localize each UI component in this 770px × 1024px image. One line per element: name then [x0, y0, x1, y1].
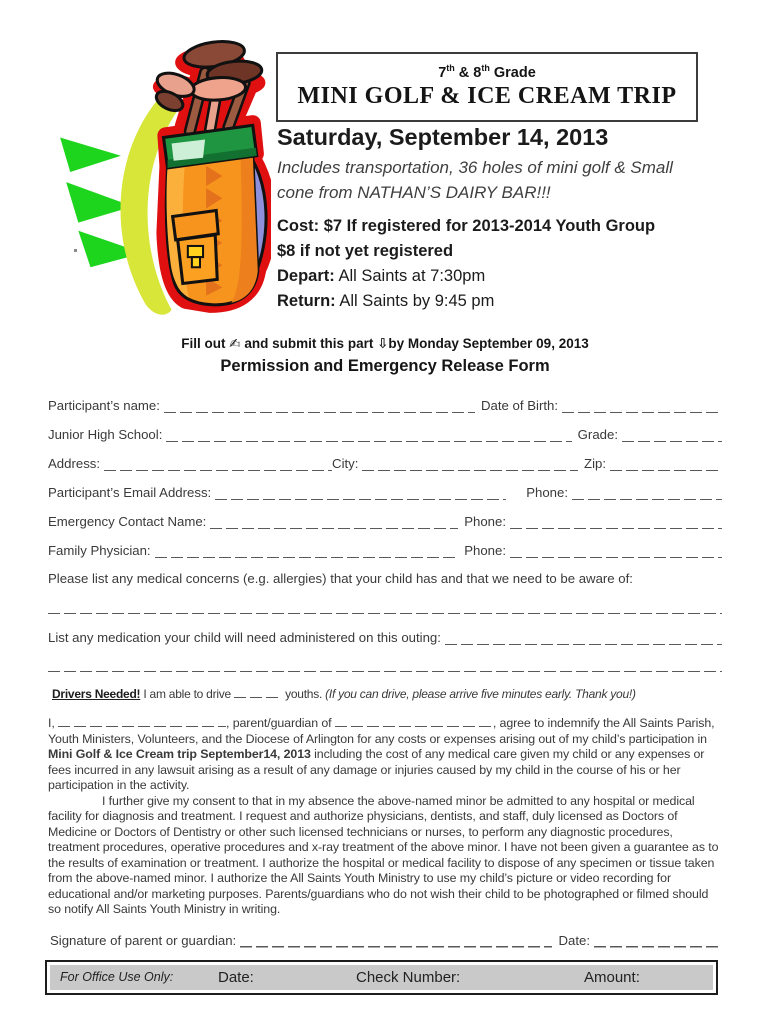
row-emergency-contact — [48, 513, 722, 529]
office-check-number-label: Check Number: — [356, 968, 461, 986]
city-field[interactable] — [362, 457, 578, 471]
school-field[interactable] — [166, 428, 571, 442]
medication-label: List any medication your child will need administered on this outing: — [48, 630, 441, 645]
cost-block — [277, 214, 655, 314]
medication-field[interactable] — [445, 631, 722, 645]
row-school — [48, 426, 722, 442]
parent-name-field[interactable] — [58, 716, 226, 727]
instructions-section — [0, 336, 770, 376]
cost-line-2: $8 if not yet registered — [277, 242, 454, 260]
fill-out-instruction: Fill out ✍ and submit this part ⇩by Monday September 09, 2013 — [181, 336, 589, 351]
grade-field[interactable] — [622, 428, 722, 442]
dob-label: Date of Birth: — [481, 398, 558, 413]
signature-date-field[interactable] — [594, 934, 722, 948]
address-label: Address: — [48, 456, 101, 471]
drivers-note: (If you can drive, please arrive five minutes early. Thank you!) — [325, 687, 636, 701]
stray-mark — [74, 249, 77, 252]
row-address — [48, 455, 722, 471]
form-title: Permission and Emergency Release Form — [220, 357, 550, 375]
address-field[interactable] — [104, 457, 332, 471]
title-box — [276, 52, 698, 122]
email-field[interactable] — [215, 486, 506, 500]
physician-field[interactable] — [155, 544, 459, 558]
city-label: City: — [332, 456, 359, 471]
event-subtitle — [277, 155, 747, 205]
drivers-needed-label: Drivers Needed! — [52, 687, 141, 701]
email-phone-label: Phone: — [526, 485, 568, 500]
medical-concerns-line — [48, 600, 722, 616]
return-line: Return: All Saints by 9:45 pm — [277, 292, 495, 310]
school-label: Junior High School: — [48, 427, 163, 442]
physician-phone-field[interactable] — [510, 544, 722, 558]
dob-field[interactable] — [562, 399, 722, 413]
zip-label: Zip: — [584, 456, 606, 471]
pencil-icon: ✍ — [229, 336, 241, 351]
subtitle-line-1: Includes transportation, 36 holes of mini golf & Small — [277, 158, 673, 177]
child-name-field[interactable] — [335, 716, 493, 727]
main-title: MINI GOLF & ICE CREAM TRIP — [297, 82, 677, 109]
trip-name-bold: Mini Golf & Ice Cream trip September14, 2013 — [48, 747, 311, 761]
form-fields-section — [0, 397, 770, 704]
grade-line: 7th & 8th Grade — [438, 62, 536, 81]
golf-bag-clipart — [56, 30, 271, 322]
email-label: Participant’s Email Address: — [48, 485, 212, 500]
signature-row — [50, 932, 722, 948]
office-use-box — [45, 960, 718, 995]
medication-line — [48, 658, 722, 674]
consent-paragraph: I further give my consent to that in my absence the above-named minor be admitted to any hospital or medical facility for diagnosis and treatment. I request and authorize physicians, dentists, and staff, duly licensed as Doctors of Medicine or Doctors of Dentistry or other such licensed technicians or nurses, to perform any diagnostic procedures, treatment procedures, operative procedures and x-ray treatment of the above minor. I have not been given a guarantee as to the results of examination or treatment. I authorize the hospital or medical facility to dispose of any specimen or tissue taken from the above-named minor. I authorize the All Saints Youth Ministry to use my child’s picture or video recording for educational and/or marketing purposes. Parents/guardians who do not wish their child to be photographed or filmed should so notify All Saints Youth Ministry in writing. — [48, 793, 719, 916]
row-participant-name — [48, 397, 722, 413]
physician-phone-label: Phone: — [464, 543, 506, 558]
legal-section — [0, 716, 770, 918]
grade-label: Grade: — [577, 427, 618, 442]
office-amount-label: Amount: — [584, 968, 640, 986]
subtitle-line-2: cone from NATHAN’S DAIRY BAR!!! — [277, 183, 551, 202]
physician-label: Family Physician: — [48, 543, 151, 558]
emergency-phone-label: Phone: — [464, 514, 506, 529]
drivers-needed-row: Drivers Needed! I am able to drive youths. (If you can drive, please arrive five minutes early. Thank you!) — [52, 687, 636, 701]
cost-line-1: Cost: $7 If registered for 2013-2014 Youth Group — [277, 217, 656, 235]
header-section — [0, 0, 770, 330]
signature-field[interactable] — [240, 934, 552, 948]
medical-concerns-label: Please list any medical concerns (e.g. allergies) that your child has and that we need to be aware of: — [48, 571, 633, 586]
office-date-label: Date: — [218, 968, 254, 986]
medical-concerns-field[interactable] — [48, 600, 722, 614]
row-physician — [48, 542, 722, 558]
office-use-bar — [50, 965, 713, 990]
indemnity-paragraph: I, , parent/guardian of , agree to indemnify the All Saints Parish, Youth Ministers, Volunteers, and the Diocese of Arlington for any costs or expenses arising out of my child’s participation in Mini Golf & Ice Cream trip September14, 2013 including the cost of any medical care given my child or any expenses or fees incurred in any lawsuit arising as a result of any damage or injuries caused by my child in the course of his or her participation in the activity. — [48, 716, 715, 792]
drivers-count-field[interactable] — [234, 687, 282, 698]
down-arrow-icon: ⇩ — [377, 336, 389, 351]
emergency-contact-field[interactable] — [210, 515, 458, 529]
row-email — [48, 484, 722, 500]
email-phone-field[interactable] — [572, 486, 722, 500]
office-use-title: For Office Use Only: — [60, 970, 174, 984]
signature-date-label: Date: — [558, 932, 590, 948]
depart-line: Depart: All Saints at 7:30pm — [277, 267, 486, 285]
medication-field-2[interactable] — [48, 658, 722, 672]
zip-field[interactable] — [610, 457, 722, 471]
signature-label: Signature of parent or guardian: — [50, 932, 237, 948]
participant-name-label: Participant’s name: — [48, 398, 160, 413]
row-medication — [48, 629, 722, 645]
participant-name-field[interactable] — [164, 399, 475, 413]
emergency-contact-label: Emergency Contact Name: — [48, 514, 207, 529]
emergency-phone-field[interactable] — [510, 515, 722, 529]
event-date-heading: Saturday, September 14, 2013 — [277, 124, 609, 150]
